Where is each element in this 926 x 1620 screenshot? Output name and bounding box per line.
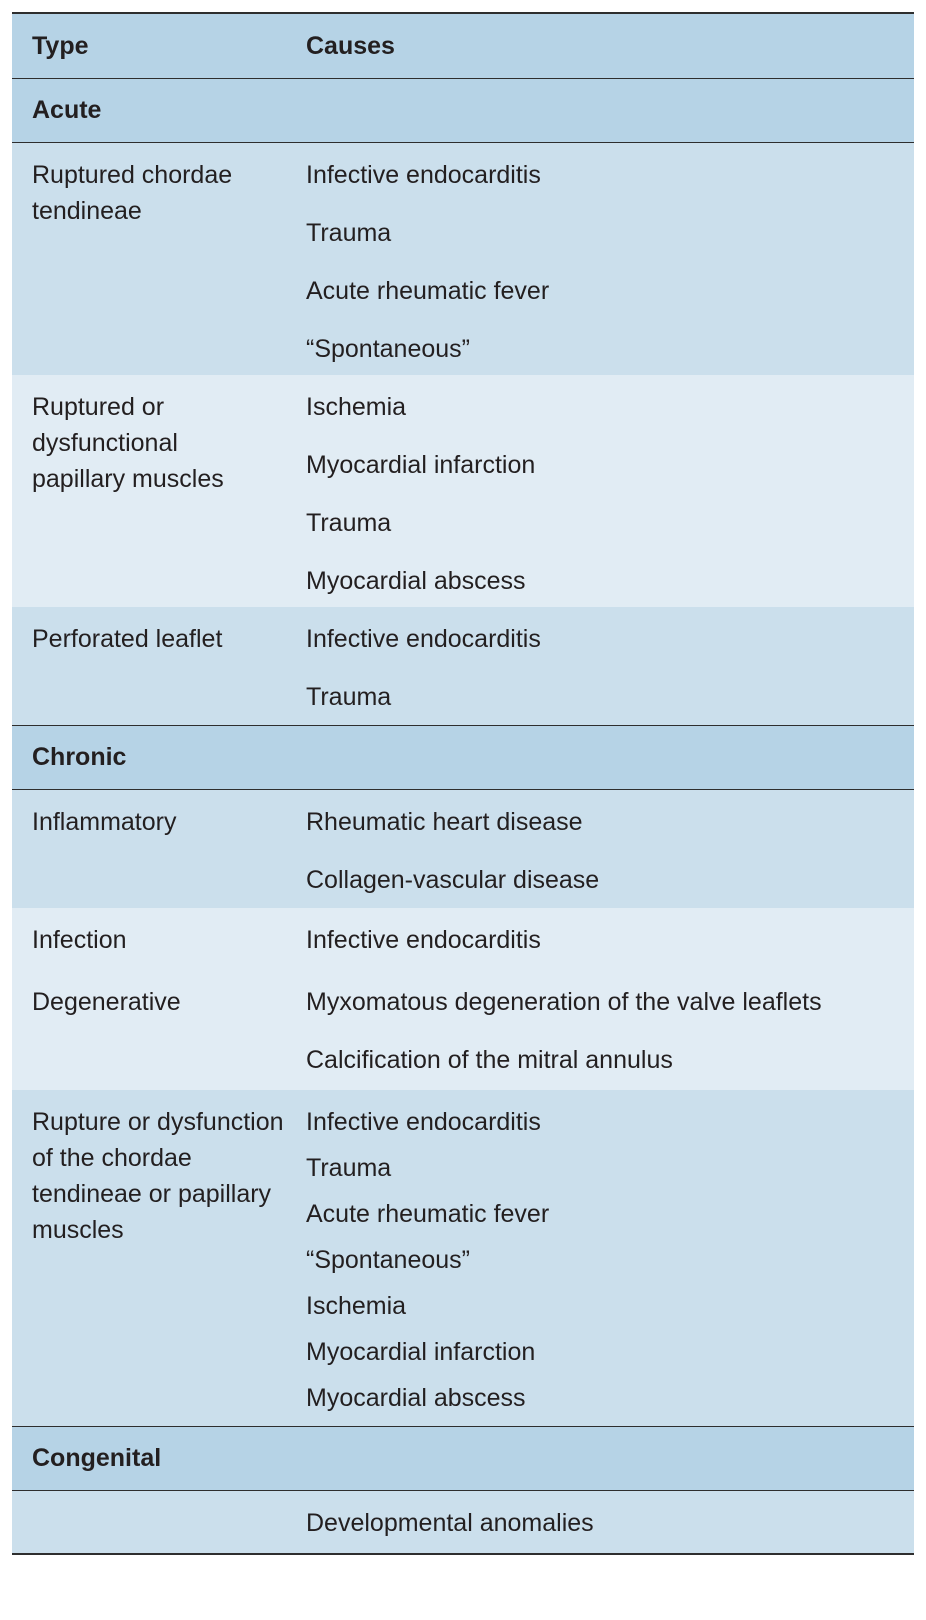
cause-item: Myocardial abscess: [306, 1384, 526, 1412]
table-row: [12, 143, 914, 375]
cause-item: Ischemia: [306, 393, 407, 421]
cause-item: “Spontaneous”: [306, 335, 471, 363]
cause-item: Myxomatous degeneration of the valve leaflets: [306, 988, 822, 1016]
section-title: Acute: [32, 96, 102, 124]
section-row-congenital: [12, 1427, 914, 1491]
section-title: Congenital: [32, 1444, 162, 1472]
cause-item: Myocardial abscess: [306, 567, 526, 595]
section-row-acute: [12, 79, 914, 143]
cause-item: Infective endocarditis: [306, 161, 541, 189]
cause-item: Myocardial infarction: [306, 1338, 536, 1366]
cause-item: Collagen-vascular disease: [306, 866, 600, 894]
cause-item: Trauma: [306, 683, 392, 711]
cause-item: Trauma: [306, 509, 392, 537]
cause-item: Developmental anomalies: [306, 1509, 594, 1537]
type-cell: Ruptured chordae tendineae: [32, 161, 233, 225]
table-row: [12, 1090, 914, 1427]
table-row: [12, 607, 914, 726]
cause-item: Acute rheumatic fever: [306, 1200, 550, 1228]
cause-item: Trauma: [306, 1154, 392, 1182]
type-cell: Infection: [32, 926, 127, 954]
cause-item: Calcification of the mitral annulus: [306, 1046, 673, 1074]
type-cell: Degenerative: [32, 988, 181, 1016]
type-cell: Ruptured or dysfunctional papillary muscles: [32, 393, 224, 493]
causes-table: [12, 12, 914, 1555]
type-cell: Rupture or dysfunction of the chordae tendineae or papillary muscles: [32, 1108, 284, 1244]
header-causes: Causes: [306, 32, 395, 60]
cause-item: “Spontaneous”: [306, 1246, 471, 1274]
table-row: [12, 1491, 914, 1555]
table-header-row: [12, 14, 914, 79]
cause-item: Acute rheumatic fever: [306, 277, 550, 305]
table-row: [12, 908, 914, 1090]
cause-item: Infective endocarditis: [306, 1108, 541, 1136]
cause-item: Ischemia: [306, 1292, 407, 1320]
cause-item: Myocardial infarction: [306, 451, 536, 479]
table-row: [12, 375, 914, 607]
section-title: Chronic: [32, 743, 127, 771]
table-row: [12, 790, 914, 908]
header-type: Type: [32, 32, 89, 60]
cause-item: Infective endocarditis: [306, 926, 541, 954]
section-row-chronic: [12, 726, 914, 790]
type-cell: Inflammatory: [32, 808, 177, 836]
cause-item: Rheumatic heart disease: [306, 808, 583, 836]
cause-item: Infective endocarditis: [306, 625, 541, 653]
cause-item: Trauma: [306, 219, 392, 247]
type-cell: Perforated leaflet: [32, 625, 223, 653]
